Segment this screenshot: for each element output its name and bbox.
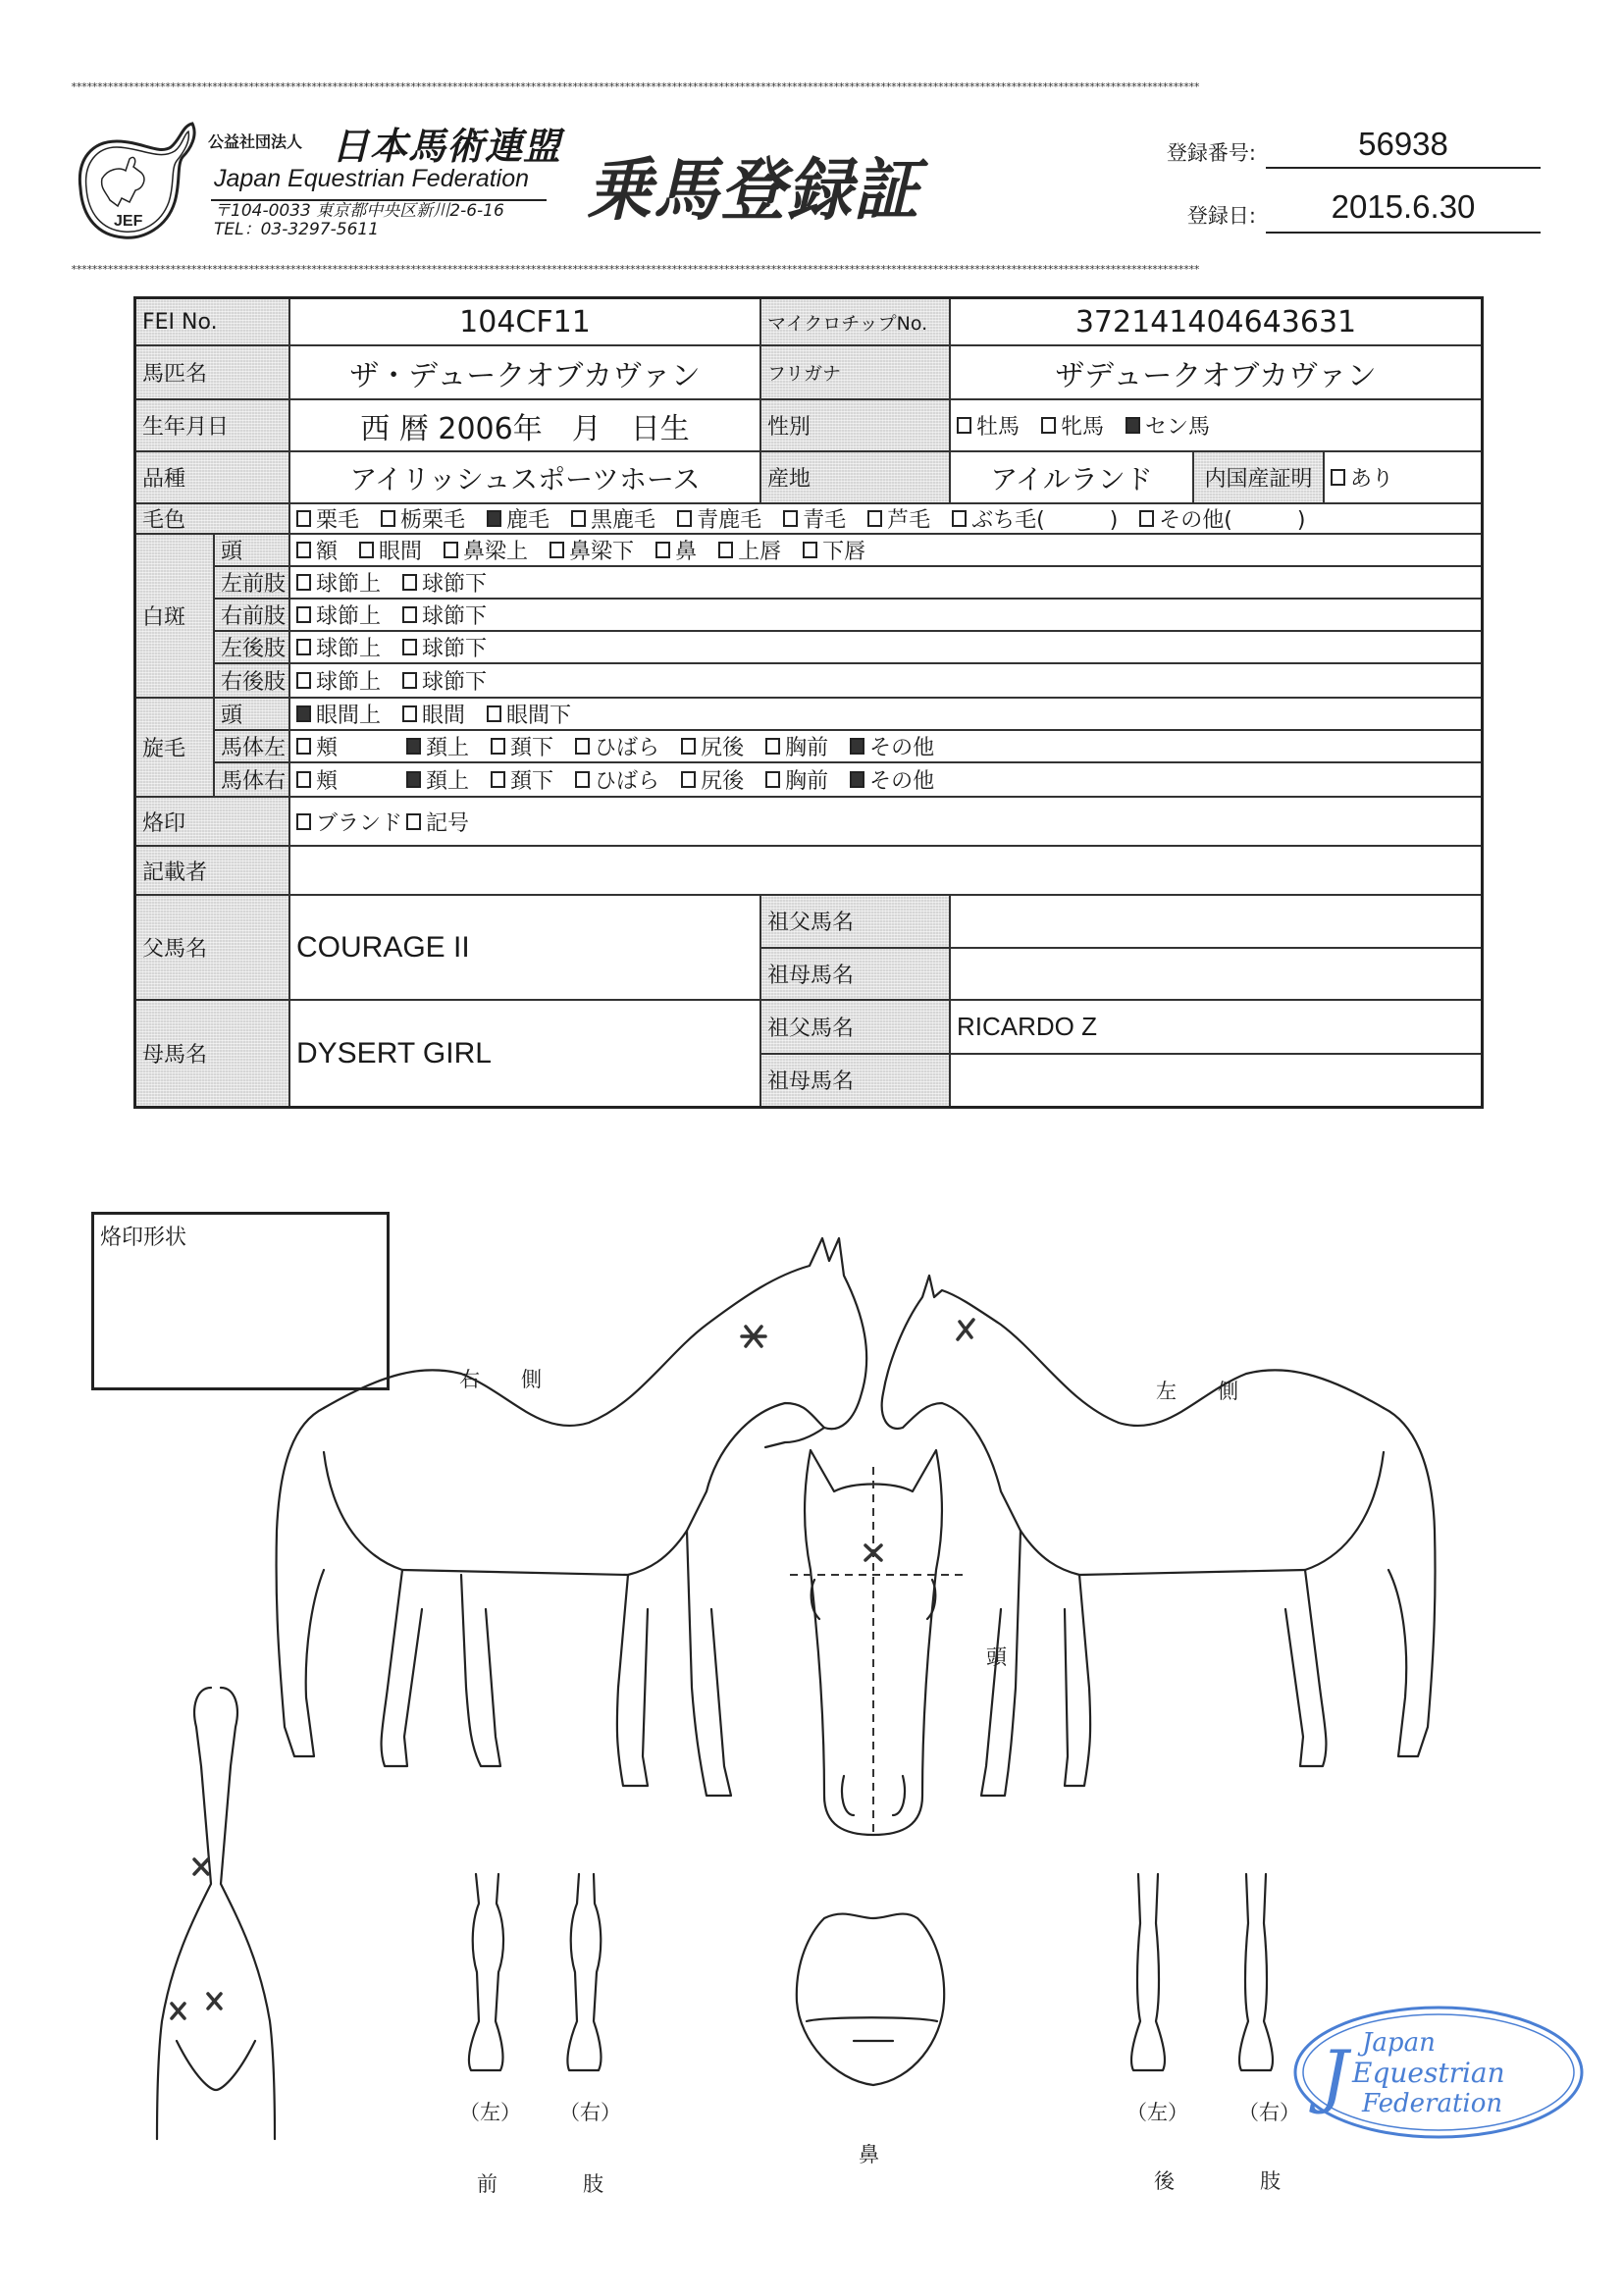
forelimb-right-label: （右）	[559, 2101, 621, 2124]
granddam-label: 祖母馬名	[761, 1055, 951, 1107]
svg-text:Federation: Federation	[1362, 2089, 1503, 2118]
grandsire-label: 祖父馬名	[761, 896, 951, 947]
white-mark-option[interactable]: 額	[296, 535, 338, 565]
granddam-label: 祖母馬名	[761, 949, 951, 1000]
white-mark-option[interactable]: 眼間	[359, 535, 422, 565]
coat-option[interactable]: ぶち毛( )	[952, 504, 1118, 533]
microchip-value: 372141404643631	[1074, 304, 1357, 339]
origin-value: アイルランド	[951, 452, 1194, 502]
white-mark-option[interactable]: 球節下	[402, 567, 487, 598]
forelimbs-label-2: 肢	[583, 2172, 603, 2196]
sex-option-mare[interactable]: 牝馬	[1041, 410, 1104, 441]
forelimbs-label-1: 前	[477, 2172, 497, 2196]
white-mark-option[interactable]: 上唇	[718, 535, 781, 565]
whorls-label: 旋毛	[136, 699, 215, 796]
right-side-label: 右 側	[459, 1368, 542, 1391]
coat-option[interactable]: 鹿毛	[487, 504, 550, 533]
whorl-option[interactable]: その他	[850, 731, 934, 761]
whorl-option[interactable]: 頬	[296, 731, 338, 761]
horse-name-value: ザ・デュークオブカヴァン	[290, 346, 761, 398]
white-mark-option[interactable]: 球節下	[402, 665, 487, 696]
left-side-label: 左 側	[1156, 1380, 1238, 1403]
coat-color-label: 毛色	[136, 504, 290, 533]
bottom-star-border: ************************************************************************************************************************************************************************************************************************	[71, 263, 1199, 276]
whorl-option[interactable]: ひばら	[575, 764, 659, 795]
whorl-option[interactable]: 尻後	[681, 764, 744, 795]
recorder-label: 記載者	[136, 847, 290, 894]
whorl-option[interactable]: 頚上	[406, 731, 469, 761]
svg-text:Japan: Japan	[1362, 2028, 1436, 2058]
whorl-option[interactable]: 眼間	[402, 699, 465, 729]
dam-label: 母馬名	[136, 1001, 290, 1106]
whorl-sub-label: 馬体右	[215, 763, 290, 796]
white-mark-option[interactable]: 球節上	[296, 632, 381, 662]
fei-no-value: 104CF11	[290, 299, 761, 344]
coat-option[interactable]: 青毛	[783, 504, 846, 533]
fei-no-label: FEI No.	[136, 299, 290, 344]
sex-label: 性別	[761, 400, 951, 450]
coat-option[interactable]: 青鹿毛	[677, 504, 761, 533]
brand-option-brand[interactable]: ブランド	[296, 807, 402, 837]
sire-value: COURAGE II	[290, 896, 761, 999]
white-mark-sub-label: 頭	[215, 535, 290, 565]
hindlimb-left-label: （左）	[1126, 2101, 1188, 2124]
white-mark-option[interactable]: 鼻梁上	[444, 535, 528, 565]
brand-option-symbol[interactable]: 記号	[406, 807, 469, 837]
reg-date-value: 2015.6.30	[1331, 188, 1476, 225]
white-mark-option[interactable]: 下唇	[803, 535, 865, 565]
svg-text:Equestrian: Equestrian	[1352, 2057, 1505, 2089]
coat-option[interactable]: 栃栗毛	[381, 504, 465, 533]
brand-shape-label: 烙印形状	[100, 1226, 187, 1250]
jef-seal-stamp-icon	[1291, 2002, 1586, 2144]
birth-date-value: 西 暦 2006年 月 日生	[290, 400, 761, 450]
dam-value: DYSERT GIRL	[290, 1001, 761, 1106]
grandsire-label: 祖父馬名	[761, 1001, 951, 1053]
sex-option-stallion[interactable]: 牡馬	[957, 410, 1020, 441]
white-mark-option[interactable]: 鼻	[655, 535, 697, 565]
white-mark-sub-label: 右前肢	[215, 600, 290, 630]
whorl-option[interactable]: ひばら	[575, 731, 659, 761]
white-marks-label: 白斑	[136, 535, 215, 697]
coat-option[interactable]: 芦毛	[867, 504, 930, 533]
white-mark-sub-label: 右後肢	[215, 664, 290, 697]
white-mark-sub-label: 左後肢	[215, 632, 290, 662]
reg-date-label: 登録日:	[1186, 204, 1256, 228]
domestic-cert-label: 内国産証明	[1194, 452, 1325, 502]
furigana-value: ザデュークオブカヴァン	[1055, 358, 1377, 393]
white-mark-option[interactable]: 球節下	[402, 632, 487, 662]
coat-option[interactable]: 黒鹿毛	[571, 504, 655, 533]
top-star-border: ************************************************************************************************************************************************************************************************************************	[71, 80, 1199, 93]
whorl-option[interactable]: 頚上	[406, 764, 469, 795]
reg-number-label: 登録番号:	[1166, 141, 1256, 165]
microchip-label: マイクロチップNo.	[761, 299, 951, 344]
horse-name-label: 馬匹名	[136, 346, 290, 398]
whorl-option[interactable]: 胸前	[765, 764, 828, 795]
sex-option-gelding[interactable]: セン馬	[1126, 410, 1210, 441]
whorl-option[interactable]: 頬	[296, 764, 338, 795]
furigana-label: フリガナ	[761, 346, 951, 398]
whorl-option[interactable]: 眼間上	[296, 699, 381, 729]
sire-label: 父馬名	[136, 896, 290, 999]
breed-label: 品種	[136, 452, 290, 502]
reg-number-value: 56938	[1358, 126, 1448, 162]
whorl-option[interactable]: 頚下	[491, 764, 553, 795]
org-type: 公益社団法人	[208, 132, 303, 151]
head-label: 頭	[986, 1645, 1007, 1669]
whorl-option[interactable]: その他	[850, 764, 934, 795]
whorl-option[interactable]: 頚下	[491, 731, 553, 761]
whorl-sub-label: 頭	[215, 699, 290, 729]
white-mark-option[interactable]: 球節上	[296, 567, 381, 598]
org-name-en: Japan Equestrian Federation	[214, 165, 530, 192]
muzzle-label: 鼻	[859, 2143, 879, 2166]
org-tel: TEL：03-3297-5611	[214, 220, 380, 239]
white-mark-sub-label: 左前肢	[215, 567, 290, 598]
white-mark-option[interactable]: 球節上	[296, 600, 381, 630]
org-address: 〒104-0033 東京都中央区新川2-6-16	[214, 201, 504, 221]
forelimb-left-label: （左）	[459, 2101, 521, 2124]
domestic-cert-option[interactable]: あり	[1325, 452, 1481, 502]
white-mark-option[interactable]: 球節上	[296, 665, 381, 696]
svg-text:J: J	[1321, 2036, 1349, 2116]
coat-option[interactable]: その他( )	[1139, 504, 1305, 533]
hindlimbs-label-1: 後	[1154, 2169, 1175, 2193]
org-name-jp: 日本馬術連盟	[332, 125, 562, 168]
whorl-sub-label: 馬体左	[215, 731, 290, 761]
svg-text:JEF: JEF	[114, 213, 143, 230]
breed-value: アイリッシュスポーツホース	[290, 452, 761, 502]
brand-label: 烙印	[136, 798, 290, 845]
whorl-option[interactable]: 胸前	[765, 731, 828, 761]
birth-date-label: 生年月日	[136, 400, 290, 450]
white-mark-option[interactable]: 鼻梁下	[550, 535, 634, 565]
dam-grandsire-value: RICARDO Z	[957, 1011, 1097, 1041]
whorl-option[interactable]: 眼間下	[487, 699, 571, 729]
origin-label: 産地	[761, 452, 951, 502]
whorl-option[interactable]: 尻後	[681, 731, 744, 761]
white-mark-option[interactable]: 球節下	[402, 600, 487, 630]
coat-option[interactable]: 栗毛	[296, 504, 359, 533]
document-title: 乗馬登録証	[587, 150, 920, 231]
hindlimb-right-label: （右）	[1238, 2101, 1300, 2124]
hindlimbs-label-2: 肢	[1260, 2169, 1281, 2193]
